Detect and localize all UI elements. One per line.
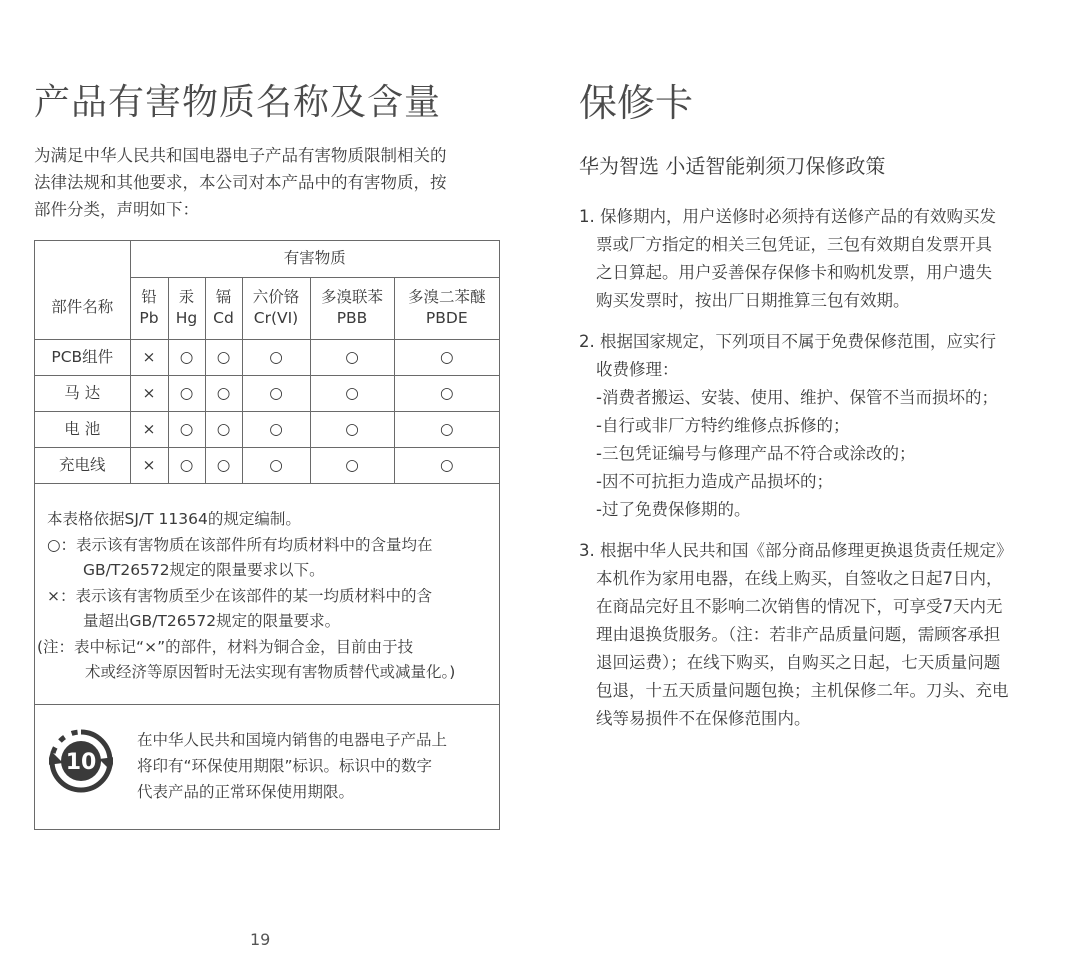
intro-line: 部件分类，声明如下： bbox=[34, 200, 199, 219]
table-cell: ○ bbox=[310, 447, 394, 483]
item-line: 在商品完好且不影响二次销售的情况下，可享受7天内无 bbox=[596, 597, 1003, 616]
warranty-card-title: 保修卡 bbox=[579, 81, 694, 125]
part-name-cell: 马 达 bbox=[35, 375, 130, 411]
table-cell: ○ bbox=[205, 375, 242, 411]
table-row bbox=[35, 411, 499, 447]
circle-note-line: ○：表示该有害物质在该部件所有均质材料中的含量均在 bbox=[47, 535, 433, 554]
table-cell: ○ bbox=[394, 447, 499, 483]
epup-line: 代表产品的正常环保使用期限。 bbox=[137, 783, 355, 801]
item-line: 3. 根据中华人民共和国《部分商品修理更换退货责任规定》 bbox=[579, 541, 1013, 560]
item-line: -三包凭证编号与修理产品不符合或涂改的； bbox=[596, 444, 916, 463]
intro-paragraph bbox=[34, 142, 500, 223]
item-line: 1. 保修期内，用户送修时必须持有送修产品的有效购买发 bbox=[579, 207, 996, 226]
hazardous-substances-title: 产品有害物质名称及含量 bbox=[34, 82, 442, 123]
table-notes bbox=[35, 483, 499, 705]
item-line: 2. 根据国家规定，下列项目不属于免费保修范围，应实行 bbox=[579, 332, 996, 351]
basis-note: 本表格依据SJ/T 11364的规定编制。 bbox=[47, 510, 301, 528]
table-row bbox=[35, 447, 499, 483]
part-name-cell: 充电线 bbox=[35, 447, 130, 483]
column-header-pbb: 多溴联苯 PBB bbox=[310, 277, 394, 339]
table-cell: ○ bbox=[205, 447, 242, 483]
table-cell: ○ bbox=[168, 375, 205, 411]
part-name-cell: 电 池 bbox=[35, 411, 130, 447]
table-cell: ○ bbox=[242, 339, 310, 375]
cross-note-line: ×：表示该有害物质至少在该部件的某一均质材料中的含 bbox=[47, 586, 432, 605]
part-name-cell: PCB组件 bbox=[35, 339, 130, 375]
table-cell: ○ bbox=[242, 375, 310, 411]
table-cell: × bbox=[130, 339, 168, 375]
epup-line: 将印有“环保使用期限”标识。标识中的数字 bbox=[137, 757, 433, 775]
table-cell: × bbox=[130, 411, 168, 447]
cross-note-line: 量超出GB/T26572规定的限量要求。 bbox=[83, 612, 341, 630]
intro-line: 法律法规和其他要求，本公司对本产品中的有害物质，按 bbox=[34, 173, 447, 192]
item-line: 收费修理： bbox=[596, 360, 679, 379]
table-row bbox=[35, 339, 499, 375]
epup-line: 在中华人民共和国境内销售的电器电子产品上 bbox=[137, 731, 448, 749]
warranty-item-3 bbox=[579, 537, 1059, 733]
hazardous-substance-table bbox=[35, 241, 499, 484]
circle-note-line: GB/T26572规定的限量要求以下。 bbox=[83, 561, 325, 579]
table-cell: ○ bbox=[394, 411, 499, 447]
table-cell: ○ bbox=[310, 375, 394, 411]
table-cell: × bbox=[130, 375, 168, 411]
warranty-items bbox=[579, 203, 1059, 746]
table-cell: ○ bbox=[310, 339, 394, 375]
logo-number: 10 bbox=[65, 750, 97, 775]
warranty-item-2 bbox=[579, 328, 1059, 524]
table-cell: ○ bbox=[310, 411, 394, 447]
remark-line: (注：表中标记“×”的部件，材料为铜合金，目前由于技 bbox=[37, 637, 414, 656]
substance-declaration-box bbox=[34, 240, 500, 830]
table-cell: × bbox=[130, 447, 168, 483]
part-name-header: 部件名称 bbox=[35, 277, 130, 339]
table-cell: ○ bbox=[394, 339, 499, 375]
table-row bbox=[35, 375, 499, 411]
item-line: -因不可抗拒力造成产品损坏的； bbox=[596, 472, 833, 491]
table-cell: ○ bbox=[168, 411, 205, 447]
item-line: -过了免费保修期的。 bbox=[596, 500, 751, 519]
warranty-policy-subtitle: 华为智选 小适智能剃须刀保修政策 bbox=[579, 154, 886, 178]
table-cell: ○ bbox=[205, 411, 242, 447]
table-cell: ○ bbox=[242, 411, 310, 447]
table-cell: ○ bbox=[205, 339, 242, 375]
page-number: 19 bbox=[250, 930, 271, 949]
table-cell: ○ bbox=[394, 375, 499, 411]
item-line: 退回运费）；在线下购买，自购买之日起，七天质量问题 bbox=[596, 653, 1001, 672]
epup-description bbox=[137, 727, 447, 805]
table-cell: ○ bbox=[168, 339, 205, 375]
item-line: 票或厂方指定的相关三包凭证，三包有效期自发票开具 bbox=[596, 235, 992, 254]
intro-line: 为满足中华人民共和国电器电子产品有害物质限制相关的 bbox=[34, 146, 447, 165]
item-line: 本机作为家用电器，在线上购买，自签收之日起7日内， bbox=[596, 569, 1003, 588]
environmental-protection-period-logo bbox=[49, 729, 113, 793]
item-line: 理由退换货服务。（注：若非产品质量问题，需顾客承担 bbox=[596, 625, 1001, 644]
column-header-lead: 铅 Pb bbox=[130, 277, 168, 339]
item-line: -自行或非厂方特约维修点拆修的； bbox=[596, 416, 850, 435]
item-line: 包退，十五天质量问题包换；主机保修二年。刀头、充电 bbox=[596, 681, 1009, 700]
group-header-cell: 有害物质 bbox=[130, 241, 499, 277]
item-line: 之日算起。用户妥善保存保修卡和购机发票，用户遗失 bbox=[596, 263, 992, 282]
warranty-item-1 bbox=[579, 203, 1059, 315]
blank-corner-cell bbox=[35, 241, 130, 277]
remark-line: 术或经济等原因暂时无法实现有害物质替代或减量化。) bbox=[85, 663, 456, 681]
column-header-chromium: 六价铬 Cr(VI) bbox=[242, 277, 310, 339]
item-line: 线等易损件不在保修范围内。 bbox=[596, 709, 811, 728]
column-header-pbde: 多溴二苯醚 PBDE bbox=[394, 277, 499, 339]
column-header-mercury: 汞 Hg bbox=[168, 277, 205, 339]
epup-section bbox=[35, 705, 499, 829]
table-cell: ○ bbox=[168, 447, 205, 483]
item-line: 购买发票时，按出厂日期推算三包有效期。 bbox=[596, 291, 910, 310]
column-header-cadmium: 镉 Cd bbox=[205, 277, 242, 339]
item-line: -消费者搬运、安装、使用、维护、保管不当而损坏的； bbox=[596, 388, 998, 407]
table-cell: ○ bbox=[242, 447, 310, 483]
